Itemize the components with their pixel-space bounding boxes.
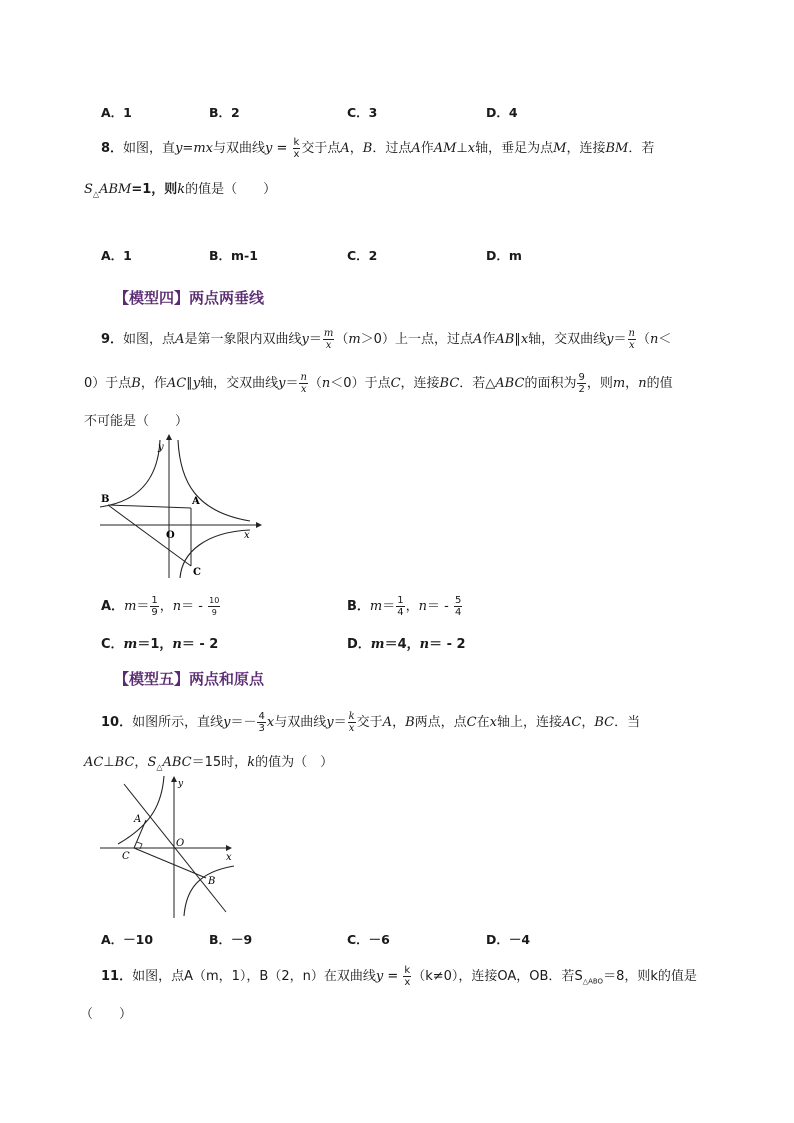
q8-option-c: C．2 <box>347 248 378 263</box>
q9-label-b: B <box>101 494 110 505</box>
q8-option-a: A．1 <box>101 248 132 263</box>
q10-segment-bc <box>134 848 206 878</box>
q7-option-d: D．4 <box>486 105 518 120</box>
q9-label-o: O <box>166 530 175 541</box>
q9-label-y: y <box>158 442 164 453</box>
q9-line-1: 9．如图，点A是第一象限内双曲线y＝ $\frac{m}{x}(m>0)$上一点，过点A作AB∥x轴，交双曲线y＝ $\frac{n}{x}(n<$ <box>101 328 672 351</box>
section-heading-model4: 【模型四】两点两垂线 <box>114 289 265 307</box>
q8-line-2: $S_\triangle ABM=1$，则k的值是（ ） <box>84 182 277 199</box>
q10-label-a: A <box>134 814 142 825</box>
q10-label-o: O <box>176 838 185 849</box>
q7-option-a: A．1 <box>101 105 132 120</box>
q9-line-3: 不可能是（ ） <box>84 414 189 429</box>
q9-label-x: x <box>244 530 250 541</box>
q9-option-a: A．m＝ $\frac{1}{9}$ ，n＝ - $\frac{10}{9}$ <box>101 595 220 618</box>
q9-option-c: C．m＝1，n＝ - 2 <box>101 637 219 652</box>
q9-label-a: A <box>192 496 200 507</box>
q10-label-x: x <box>226 852 232 863</box>
q9-option-b: B．m＝ $\frac{1}{4}$ ，n＝ - $\frac{5}{4}$ <box>347 595 462 618</box>
section-heading-model5: 【模型五】两点和原点 <box>114 670 265 688</box>
q10-label-y: y <box>178 779 184 789</box>
q9-curve-m <box>178 440 250 521</box>
q9-line-2: 0）于点B，作AC∥y轴，交双曲线y＝ $\frac{n}{x}(n<0)$于点C，连接BC．若△ABC的面积为 $\frac{9}{2}$ ，则m，n的值 <box>84 372 673 395</box>
q10-figure <box>98 772 238 920</box>
q10-option-d: D．－4 <box>486 932 531 947</box>
q10-line-1: 10．如图所示，直线y＝－ $\frac{4}{3}$ x与双曲线y＝ $\frac{k}{x}$交于A，B两点，点C在x轴上，连接AC，BC．当 <box>101 711 641 734</box>
q10-option-b: B．－9 <box>209 932 253 947</box>
q7-option-c: C．3 <box>347 105 378 120</box>
q10-option-c: C．－6 <box>347 932 390 947</box>
q10-label-c: C <box>122 851 130 862</box>
q9-segment-ab <box>108 505 191 508</box>
q9-option-d: D．m＝4，n＝ - 2 <box>347 637 466 652</box>
q9-label-c: C <box>193 567 201 578</box>
q8-option-d: D．m <box>486 248 522 263</box>
q10-option-a: A．－10 <box>101 932 154 947</box>
q10-line-2: AC⊥BC，$S_\triangle ABC=15$时，k的值为（ ） <box>84 755 334 772</box>
fraction-k-over-x: $\frac{k}{x}$ <box>293 137 300 160</box>
q10-label-b: B <box>208 876 216 887</box>
q11-line-2: （ ） <box>80 1007 133 1022</box>
q11-line-1: 11．如图，点A（m，1），B（2，n）在双曲线y = $\frac{k}{x}$ （k≠0），连接OA，OB．若$S_{\triangle ABO}=8$，则k的值是 <box>101 965 697 988</box>
q7-option-b: B．2 <box>209 105 240 120</box>
q10-curve-left <box>118 776 164 844</box>
q9-figure <box>96 432 266 582</box>
q8-line-1: 8．如图，直y=mx与双曲线y = $\frac{k}{x}$ 交于点A，B．过点A作AM⊥x轴，垂足为点M，连接BM．若 <box>101 137 655 160</box>
q8-option-b: B．m-1 <box>209 248 258 263</box>
q9-segment-bc <box>108 505 191 566</box>
